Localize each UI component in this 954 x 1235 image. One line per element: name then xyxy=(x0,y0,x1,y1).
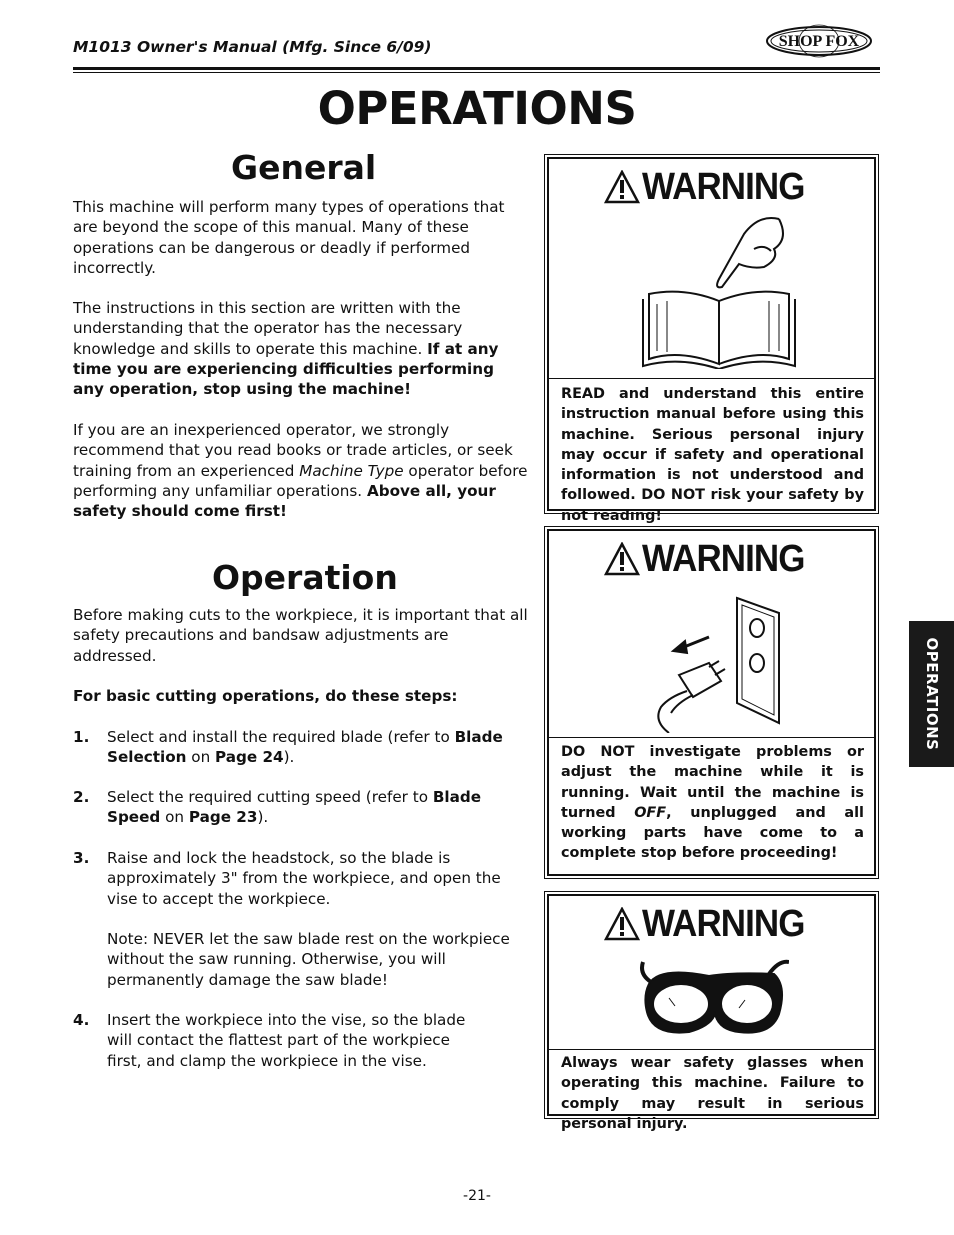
warning-box-safety-glasses xyxy=(544,891,879,1132)
read-manual-icon xyxy=(639,209,809,369)
step-2: 2. Select the required cutting speed (refer to Blade Speed on Page 23). xyxy=(73,788,482,827)
warning-text-safety-glasses: Always wear safety glasses when operating this machine. Failure to comply may result in serious personal injury. xyxy=(561,1055,864,1132)
warning-box-read-manual xyxy=(544,154,879,524)
warning-label: WARNING xyxy=(642,537,805,580)
general-paragraph-1: This machine will perform many types of operations that are beyond the scope of this manual. Many of these operations can be dangerous or deadly if performed incorrectly. xyxy=(73,198,505,277)
unplug-icon xyxy=(649,593,789,733)
warning-header xyxy=(604,167,819,207)
side-tab-operations: OPERATIONS xyxy=(909,621,954,767)
header-rule-thin xyxy=(73,72,880,73)
svg-text:SHOP FOX: SHOP FOX xyxy=(778,33,860,50)
steps-heading: For basic cutting operations, do these steps: xyxy=(73,687,458,705)
warning-text-read-manual: READ and understand this entire instruction manual before using this machine. Serious personal injury may occur if safety and operational information is not understood and followed. DO NOT risk your safety by not reading! xyxy=(561,386,864,524)
operation-intro: Before making cuts to the workpiece, it is important that all safety precautions and bandsaw adjustments are addressed. xyxy=(73,606,528,665)
page-number: -21- xyxy=(463,1188,491,1204)
general-heading: General xyxy=(231,148,377,187)
warning-triangle-icon xyxy=(604,170,640,204)
general-paragraph-3: If you are an inexperienced operator, we strongly recommend that you read books or trade articles, or seek training from an experienced Machine Type operator before performing any unfamiliar operations. Above all, your safety should come first! xyxy=(73,421,528,521)
step-4: 4. Insert the workpiece into the vise, so the blade will contact the flattest part of the workpiece first, and clamp the workpiece in the vise. xyxy=(73,1011,466,1070)
page-title: OPERATIONS xyxy=(317,82,637,135)
operation-heading: Operation xyxy=(212,558,398,597)
warning-header xyxy=(604,904,819,944)
warning-box-unplug xyxy=(544,526,879,879)
step-3-note: Note: NEVER let the saw blade rest on the workpiece without the saw running. Otherwise, you will permanently damage the saw blade! xyxy=(107,930,510,989)
safety-glasses-icon xyxy=(639,954,789,1044)
step-1: 1. Select and install the required blade (refer to Blade Selection on Page 24). xyxy=(73,728,503,767)
manual-title: M1013 Owner's Manual (Mfg. Since 6/09) xyxy=(73,38,432,56)
warning-text-unplug: DO NOT investigate problems or adjust the machine while it is running. Wait until the machine is turned OFF, unplugged and all working parts have come to a complete stop before proceeding! xyxy=(561,744,864,862)
warning-label: WARNING xyxy=(642,165,805,208)
warning-triangle-icon xyxy=(604,542,640,576)
step-3: 3. Raise and lock the headstock, so the blade is approximately 3" from the workpiece, and open the vise to accept the workpiece. xyxy=(73,849,501,908)
warning-triangle-icon xyxy=(604,907,640,941)
warning-header xyxy=(604,539,819,579)
general-paragraph-2: The instructions in this section are written with the understanding that the operator has the necessary knowledge and skills to operate this machine. If at any time you are experiencing difficulties performing any operation, stop using the machine! xyxy=(73,299,499,399)
shop-fox-logo xyxy=(765,20,873,62)
header-rule xyxy=(73,67,880,70)
warning-label: WARNING xyxy=(642,902,805,945)
